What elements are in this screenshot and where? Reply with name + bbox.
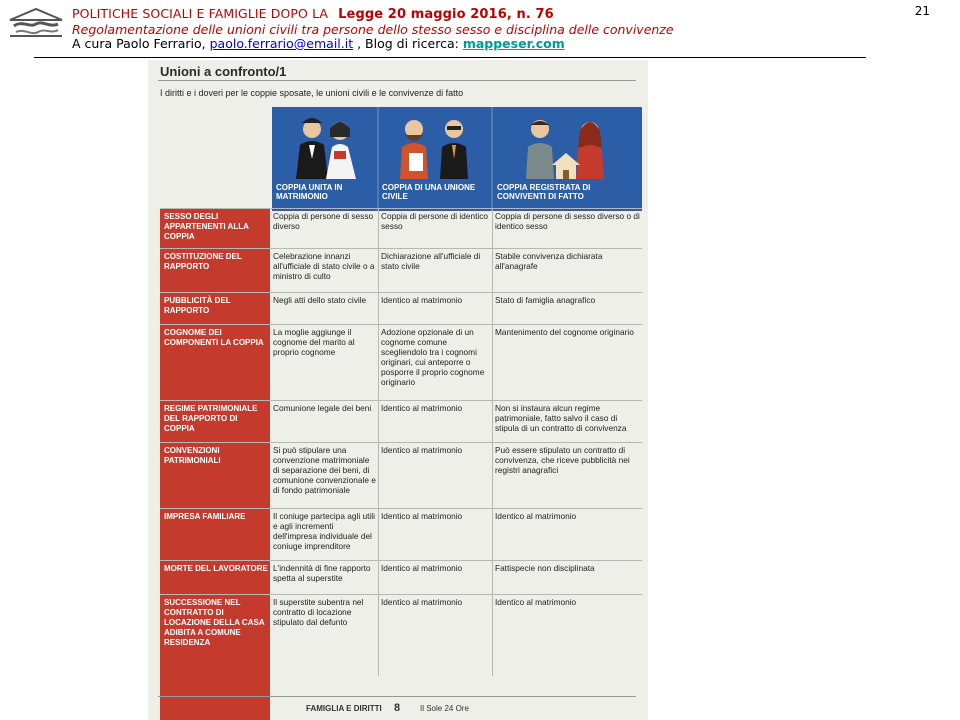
table-row: [160, 594, 642, 678]
row-label: SUCCESSIONE NEL CONTRATTO DI LOCAZIONE DELLA CASA ADIBITA A COMUNE RESIDENZA: [160, 595, 270, 678]
cell-matrimonio: Il coniuge partecipa agli utili e agli incrementi dell'impresa individuale del coniuge imprenditore: [273, 511, 375, 551]
blog-link[interactable]: mappeser.com: [462, 36, 565, 51]
label-column-fill: [160, 677, 270, 720]
cell-convivenza: Può essere stipulato un contratto di convivenza, che riceve pubblicità nei registri anagrafici: [495, 445, 630, 475]
married-couple-icon: [296, 118, 356, 179]
cell-matrimonio: Comunione legale dei beni: [273, 403, 372, 413]
clipping-title-rule: [158, 80, 636, 81]
cell-unione-civile: Identico al matrimonio: [381, 563, 463, 573]
column-divider: [492, 208, 493, 676]
clipping-footer-rule: [158, 696, 636, 697]
cell-convivenza: Coppia di persone di sesso diverso o di identico sesso: [495, 211, 640, 231]
cell-convivenza: Stabile convivenza dichiarata all'anagrafe: [495, 251, 603, 271]
cell-matrimonio: Coppia di persone di sesso diverso: [273, 211, 374, 231]
column-header-matrimonio: COPPIA UNITA IN MATRIMONIO: [276, 183, 343, 201]
row-label: COSTITUZIONE DEL RAPPORTO: [160, 249, 270, 293]
slide-subtitle: Regolamentazione delle unioni civili tra persone dello stesso sesso e disciplina delle convivenze: [72, 22, 674, 37]
row-label: IMPRESA FAMILIARE: [160, 509, 270, 561]
column-divider: [378, 208, 379, 676]
cell-matrimonio: La moglie aggiunge il cognome del marito al proprio cognome: [273, 327, 355, 357]
row-label: MORTE DEL LAVORATORE: [160, 561, 270, 595]
cell-unione-civile: Dichiarazione all'ufficiale di stato civile: [381, 251, 481, 271]
blog-prefix: , Blog di ricerca:: [357, 36, 459, 51]
cell-unione-civile: Identico al matrimonio: [381, 445, 463, 455]
footer-paper: Il Sole 24 Ore: [420, 704, 469, 713]
email-link[interactable]: paolo.ferrario@email.it: [209, 36, 354, 51]
newspaper-clipping: [148, 60, 648, 720]
row-label: PUBBLICITÀ DEL RAPPORTO: [160, 293, 270, 325]
cell-matrimonio: Negli atti dello stato civile: [273, 295, 367, 305]
cell-unione-civile: Identico al matrimonio: [381, 295, 463, 305]
table-row: [160, 400, 642, 443]
handshake-logo-icon: [6, 6, 66, 42]
table-row: [160, 208, 642, 249]
cell-unione-civile: Identico al matrimonio: [381, 403, 463, 413]
row-label: REGIME PATRIMONIALE DEL RAPPORTO DI COPPIA: [160, 401, 270, 443]
cell-unione-civile: Identico al matrimonio: [381, 597, 463, 607]
column-header-convivenza: COPPIA REGISTRATA DI CONVIVENTI DI FATTO: [497, 183, 591, 201]
cohabiting-couple-icon: [526, 120, 604, 179]
cell-convivenza: Mantenimento del cognome originario: [495, 327, 634, 337]
cell-convivenza: Non si instaura alcun regime patrimoniale, fatto salvo il caso di stipula di un contratto di convivenza: [495, 403, 627, 433]
civil-union-couple-icon: [400, 120, 468, 179]
cell-matrimonio: Il superstite subentra nel contratto di locazione stipulato dal defunto: [273, 597, 364, 627]
cell-matrimonio: Celebrazione innanzi all'ufficiale di stato civile o a ministro di culto: [273, 251, 375, 281]
row-label: SESSO DEGLI APPARTENENTI ALLA COPPIA: [160, 209, 270, 249]
cell-unione-civile: Coppia di persone di identico sesso: [381, 211, 489, 231]
table-row: [160, 248, 642, 293]
cell-unione-civile: Adozione opzionale di un cognome comune scegliendolo tra i cognomi originari, cui anteporre o posporre il proprio cognome originario: [381, 327, 485, 387]
clipping-title: Unioni a confronto/1: [160, 64, 287, 79]
header-divider: [34, 57, 866, 58]
credit-prefix: A cura Paolo Ferrario,: [72, 36, 206, 51]
row-label: CONVENZIONI PATRIMONIALI: [160, 443, 270, 509]
clipping-subtitle: I diritti e i doveri per le coppie sposate, le unioni civili e le convivenze di fatto: [160, 88, 464, 98]
column-header-unione-civile: COPPIA DI UNA UNIONE CIVILE: [382, 183, 476, 201]
table-row: [160, 560, 642, 595]
table-row: [160, 508, 642, 561]
footer-section: FAMIGLIA E DIRITTI: [306, 704, 382, 713]
footer-page: 8: [394, 702, 401, 714]
cell-convivenza: Identico al matrimonio: [495, 597, 577, 607]
cell-convivenza: Stato di famiglia anagrafico: [495, 295, 596, 305]
table-row: [160, 292, 642, 325]
cell-convivenza: Fattispecie non disciplinata: [495, 563, 595, 573]
slide-title-law: Legge 20 maggio 2016, n. 76: [338, 7, 554, 22]
cell-matrimonio: L'indennità di fine rapporto spetta al superstite: [273, 563, 371, 583]
slide-credits: [72, 36, 565, 51]
slide-title-prefix: POLITICHE SOCIALI E FAMIGLIE DOPO LA: [72, 6, 329, 21]
slide-title: [72, 6, 554, 22]
cell-matrimonio: Si può stipulare una convenzione matrimoniale di separazione dei beni, di comunione convenzionale e di fondo patrimoniale: [273, 445, 376, 495]
table-row: [160, 442, 642, 509]
cell-convivenza: Identico al matrimonio: [495, 511, 577, 521]
page-number: 21: [914, 4, 930, 18]
row-label: COGNOME DEI COMPONENTI LA COPPIA: [160, 325, 270, 401]
cell-unione-civile: Identico al matrimonio: [381, 511, 463, 521]
table-row: [160, 324, 642, 401]
